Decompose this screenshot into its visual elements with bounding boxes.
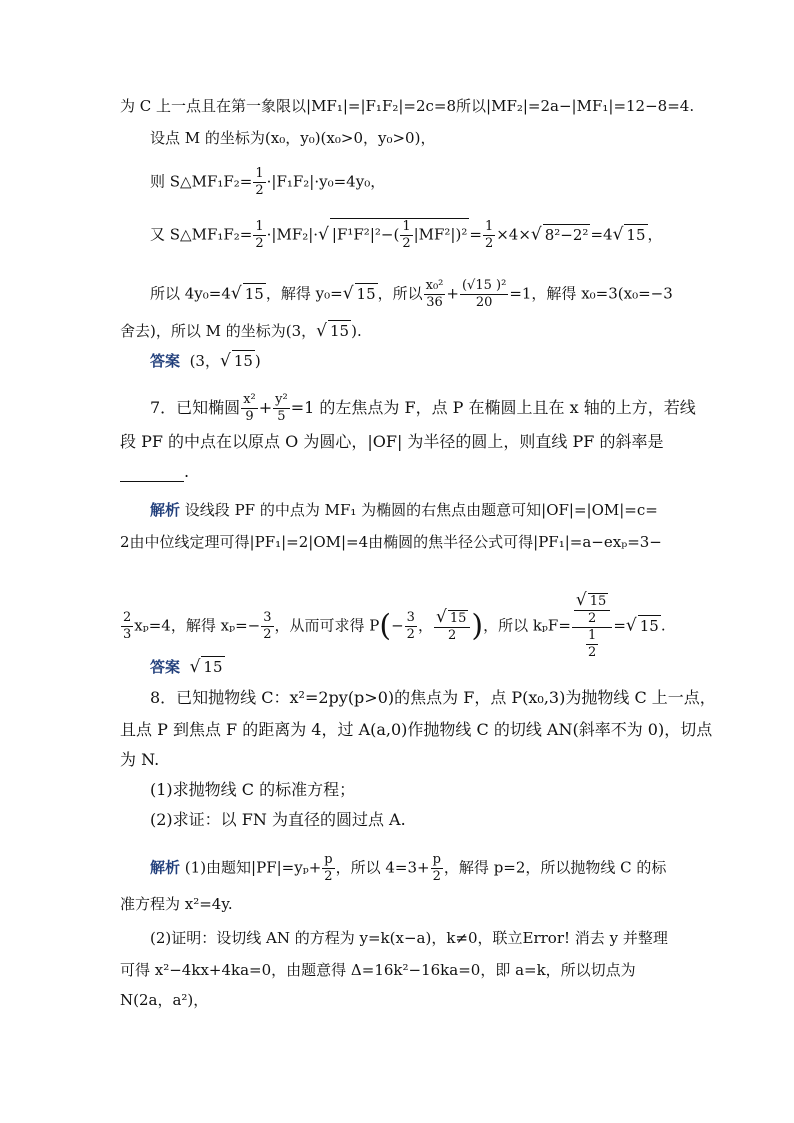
solution-8: (2)证明：设切线 AN 的方程为 y=k(x−a)，k≠0，联立Error! 消去 y 并整理 xyxy=(150,929,668,947)
solution-line: 舍去)，所以 M 的坐标为(3，√ 15 ). xyxy=(120,321,362,341)
solution-line: 则 S△MF₁F₂= $\frac{1}{2}$ ·|F₁F₂|·y₀=4y₀， xyxy=(150,166,386,198)
fraction: $\frac{1}{2}$ xyxy=(255,219,264,251)
solution-7: 解析 设线段 PF 的中点为 MF₁ 为椭圆的右焦点由题意可知|OF|=|OM|=c= xyxy=(150,501,658,519)
answer-line: 答案 √ 15 xyxy=(150,657,223,677)
question-8-part-2: (2)求证：以 FN 为直径的圆过点 A. xyxy=(150,810,406,829)
answer-label: 答案 xyxy=(150,352,181,370)
solution-line: 为 C 上一点且在第一象限以|MF₁|=|F₁F₂|=2c=8所以|MF₂|=2a−|MF₁|=12−8=4. xyxy=(120,97,695,115)
fraction: $\frac{1}{2}$ xyxy=(484,219,494,251)
solution-7: 2由中位线定理可得|PF₁|=2|OM|=4由椭圆的焦半径公式可得|PF₁|=a−exₚ=3− xyxy=(120,533,662,551)
answer-label: 答案 xyxy=(150,658,181,676)
question-7: 7．已知椭圆 $\frac{\text{x²}}{9}$ + $\frac{\text{y²}}{5}$ =1 的左焦点为 F，点 P 在椭圆上且在 x 轴的上方，若线 xyxy=(150,392,696,424)
solution-8: 解析 (1)由题知|PF|=yₚ+ $\frac{p}{2}$ ，所以 4=3+ $\frac{p}{2}$ ，解得 p=2，所以抛物线 C 的标 xyxy=(150,852,667,884)
solution-line: 设点 M 的坐标为(x₀，y₀)(x₀>0，y₀>0)， xyxy=(150,129,436,147)
solution-line: 所以 4y₀=4√ 15 ，解得 y₀=√ 15 ，所以 $\frac{\text{x₀²}}{36}$ + $\frac{\text{(√15 )²}}{20}$ =1，解得 x₀=3(x₀=−3 xyxy=(150,278,673,310)
sqrt-icon: √ xyxy=(318,224,329,245)
solution-line: 又 S△MF₁F₂= $\frac{1}{2}$ ·|MF₂|·√ |F¹F²|²−( $\frac{1}{2}$ |MF²|)² = $\frac{1}{2}$ ×4×√ 8²−2² =4√ 15 ， xyxy=(150,219,663,251)
solution-label: 解析 xyxy=(150,858,181,877)
answer-blank: . xyxy=(120,462,189,482)
fraction: $\frac{1}{2}$ xyxy=(255,166,264,198)
solution-7: $\frac{2}{3}$ xₚ=4，解得 xₚ=− $\frac{3}{2}$ ，从而可求得 P(− $\frac{3}{2}$ ， $\frac{√ 15}{2}$ )，所以 kₚF= $\frac{\frac{√ 15}{2}}{\frac{1}{2}}$ =√ 15 . xyxy=(123,590,666,660)
question-8: 为 N. xyxy=(120,750,160,769)
question-8: 且点 P 到焦点 F 的距离为 4，过 A(a,0)作抛物线 C 的切线 AN(斜率不为 0)，切点 xyxy=(120,720,713,739)
solution-8: 可得 x²−4kx+4ka=0，由题意得 Δ=16k²−16ka=0，即 a=k，所以切点为 xyxy=(120,961,636,979)
solution-label: 解析 xyxy=(150,501,181,519)
answer-line: 答案 (3，√ 15 ) xyxy=(150,351,261,371)
fraction: $\frac{\text{x₀²}}{36}$ xyxy=(425,278,444,310)
solution-8: N(2a，a²)， xyxy=(120,991,209,1009)
solution-8: 准方程为 x²=4y. xyxy=(120,895,233,913)
question-8-part-1: (1)求抛物线 C 的标准方程； xyxy=(150,780,356,799)
question-7: 段 PF 的中点在以原点 O 为圆心，|OF| 为半径的圆上，则直线 PF 的斜率是 xyxy=(120,432,664,451)
fraction: $\frac{\text{(√15 )²}}{20}$ xyxy=(461,278,507,310)
question-8: 8．已知抛物线 C：x²=2py(p>0)的焦点为 F，点 P(x₀,3)为抛物线 C 上一点， xyxy=(150,688,716,707)
